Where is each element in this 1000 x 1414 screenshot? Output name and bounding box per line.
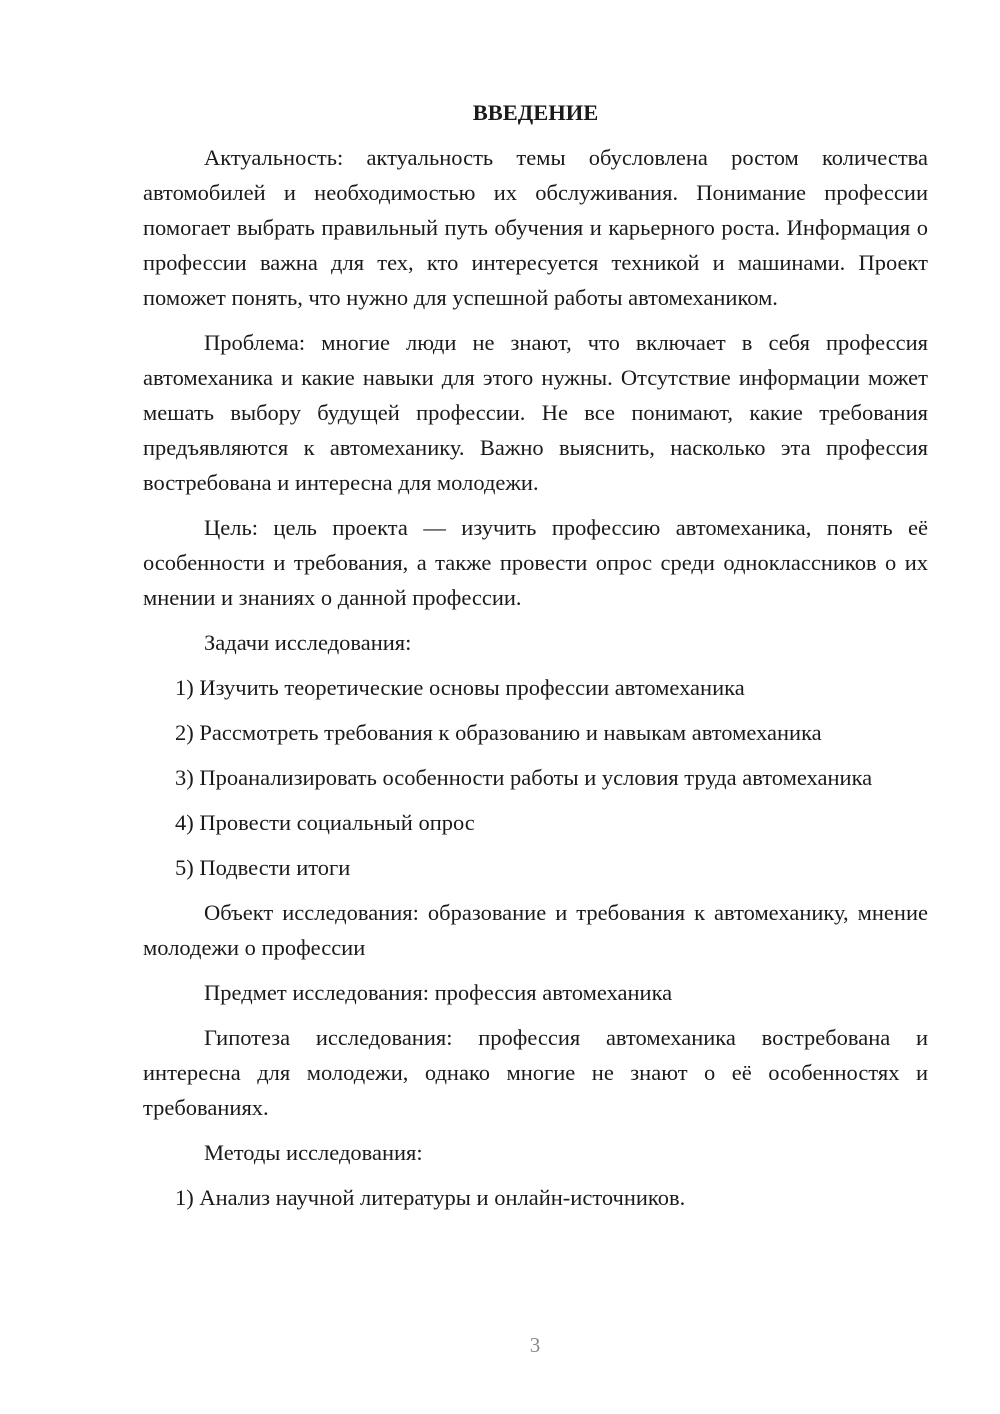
hypothesis-paragraph: Гипотеза исследования: профессия автомеханика востребована и интересна для молодежи, однако многие не знают о её особенностях и требованиях. (143, 1025, 928, 1120)
object-paragraph: Объект исследования: образование и требования к автомеханику, мнение молодежи о профессии (143, 900, 928, 960)
task-item-4: 4) Провести социальный опрос (175, 810, 475, 835)
task-item-3: 3) Проанализировать особенности работы и условия труда автомеханика (175, 765, 873, 790)
page-number: 3 (529, 1333, 541, 1357)
task-item-2: 2) Рассмотреть требования к образованию и навыкам автомеханика (175, 720, 822, 745)
goal-paragraph: Цель: цель проекта — изучить профессию автомеханика, понять её особенности и требования, а также провести опрос среди одноклассников о их мнении и знаниях о данной профессии. (143, 515, 928, 610)
subject-paragraph: Предмет исследования: профессия автомеханика (204, 980, 673, 1005)
method-item-1: 1) Анализ научной литературы и онлайн-источников. (175, 1185, 686, 1210)
document-body (143, 95, 928, 1225)
tasks-heading: Задачи исследования: (204, 630, 412, 655)
task-item-5: 5) Подвести итоги (175, 855, 351, 880)
section-title: ВВЕДЕНИЕ (472, 100, 599, 125)
task-item-1: 1) Изучить теоретические основы профессии автомеханика (175, 675, 745, 700)
methods-heading: Методы исследования: (204, 1140, 423, 1165)
problem-paragraph: Проблема: многие люди не знают, что включает в себя профессия автомеханика и какие навыки для этого нужны. Отсутствие информации может мешать выбору будущей профессии. Не все понимают, какие требования предъявляются к автомеханику. Важно выяснить, насколько эта профессия востребована и интересна для молодежи. (143, 330, 928, 495)
relevance-paragraph: Актуальность: актуальность темы обусловлена ростом количества автомобилей и необходимостью их обслуживания. Понимание профессии помогает выбрать правильный путь обучения и карьерного роста. Информация о профессии важна для тех, кто интересуется техникой и машинами. Проект поможет понять, что нужно для успешной работы автомехаником. (143, 145, 928, 310)
